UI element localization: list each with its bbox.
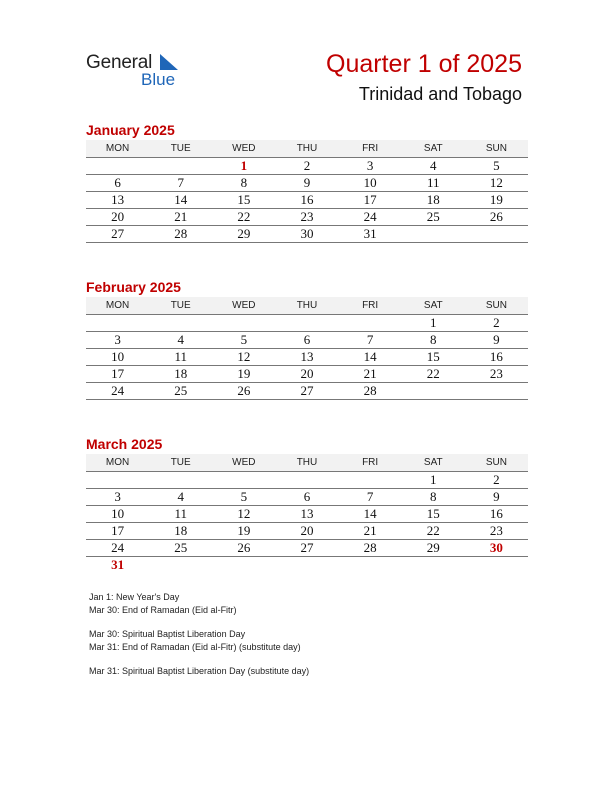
weekday-header: SAT xyxy=(402,297,465,315)
day-cell: 29 xyxy=(212,226,275,243)
day-cell: 12 xyxy=(212,349,275,366)
day-cell: 7 xyxy=(149,175,212,192)
week-row xyxy=(86,226,528,243)
day-cell: 12 xyxy=(212,506,275,523)
day-cell: 29 xyxy=(402,540,465,557)
empty-day-cell xyxy=(86,315,149,332)
day-cell: 1 xyxy=(402,315,465,332)
empty-day-cell xyxy=(402,226,465,243)
day-cell: 3 xyxy=(339,158,402,175)
week-row xyxy=(86,472,528,489)
day-cell: 20 xyxy=(275,523,338,540)
week-row xyxy=(86,315,528,332)
day-cell: 7 xyxy=(339,332,402,349)
empty-day-cell xyxy=(149,158,212,175)
day-cell: 18 xyxy=(149,366,212,383)
empty-day-cell xyxy=(212,557,275,574)
day-cell: 6 xyxy=(275,332,338,349)
day-cell: 21 xyxy=(149,209,212,226)
empty-day-cell xyxy=(275,315,338,332)
day-cell: 17 xyxy=(86,523,149,540)
empty-day-cell xyxy=(465,557,528,574)
day-cell: 13 xyxy=(86,192,149,209)
calendar-grid xyxy=(86,140,528,243)
logo xyxy=(86,52,196,92)
weekday-header: WED xyxy=(212,140,275,158)
day-cell: 10 xyxy=(339,175,402,192)
day-cell: 15 xyxy=(402,349,465,366)
note-group xyxy=(89,591,309,617)
week-row xyxy=(86,383,528,400)
empty-day-cell xyxy=(339,472,402,489)
weekday-header: MON xyxy=(86,454,149,472)
month-march xyxy=(86,436,528,573)
day-cell: 22 xyxy=(402,523,465,540)
country-name: Trinidad and Tobago xyxy=(358,84,522,104)
day-cell: 26 xyxy=(465,209,528,226)
week-row xyxy=(86,489,528,506)
day-cell: 27 xyxy=(86,226,149,243)
empty-day-cell xyxy=(86,158,149,175)
day-cell: 22 xyxy=(212,209,275,226)
weekday-header: TUE xyxy=(149,454,212,472)
weekday-header: SUN xyxy=(465,140,528,158)
weekday-header: FRI xyxy=(339,140,402,158)
day-cell: 25 xyxy=(402,209,465,226)
day-cell: 8 xyxy=(402,489,465,506)
week-row xyxy=(86,366,528,383)
month-title: March 2025 xyxy=(86,436,163,452)
day-cell: 22 xyxy=(402,366,465,383)
empty-day-cell xyxy=(402,557,465,574)
week-row xyxy=(86,158,528,175)
weekday-header: WED xyxy=(212,297,275,315)
week-row xyxy=(86,175,528,192)
page-title: Quarter 1 of 2025 xyxy=(326,50,522,78)
day-cell: 16 xyxy=(465,506,528,523)
day-cell: 25 xyxy=(149,540,212,557)
day-cell: 21 xyxy=(339,523,402,540)
weekday-header: MON xyxy=(86,140,149,158)
weekday-header: SAT xyxy=(402,140,465,158)
day-cell: 27 xyxy=(275,383,338,400)
day-cell: 5 xyxy=(465,158,528,175)
day-cell: 2 xyxy=(275,158,338,175)
day-cell: 17 xyxy=(86,366,149,383)
empty-day-cell xyxy=(339,557,402,574)
day-cell: 28 xyxy=(339,383,402,400)
day-cell: 26 xyxy=(212,540,275,557)
weekday-header: THU xyxy=(275,140,338,158)
day-cell: 17 xyxy=(339,192,402,209)
empty-day-cell xyxy=(275,557,338,574)
day-cell: 9 xyxy=(465,489,528,506)
empty-day-cell xyxy=(275,472,338,489)
empty-day-cell xyxy=(402,383,465,400)
logo-general-text: General xyxy=(86,52,153,73)
day-cell: 5 xyxy=(212,332,275,349)
day-cell: 14 xyxy=(149,192,212,209)
empty-day-cell xyxy=(212,315,275,332)
day-cell: 13 xyxy=(275,506,338,523)
weekday-header: THU xyxy=(275,297,338,315)
weekday-header: MON xyxy=(86,297,149,315)
weekday-header: SUN xyxy=(465,454,528,472)
weekday-header: FRI xyxy=(339,297,402,315)
weekday-header: WED xyxy=(212,454,275,472)
day-cell: 8 xyxy=(212,175,275,192)
day-cell: 24 xyxy=(86,540,149,557)
logo-blue-text: Blue xyxy=(141,70,176,89)
day-cell: 25 xyxy=(149,383,212,400)
day-cell: 2 xyxy=(465,472,528,489)
day-cell: 18 xyxy=(149,523,212,540)
empty-day-cell xyxy=(339,315,402,332)
day-cell: 24 xyxy=(86,383,149,400)
day-cell: 18 xyxy=(402,192,465,209)
month-january xyxy=(86,122,528,243)
holiday-note: Jan 1: New Year's Day xyxy=(89,592,180,602)
day-cell: 16 xyxy=(465,349,528,366)
empty-day-cell xyxy=(149,472,212,489)
day-cell: 24 xyxy=(339,209,402,226)
note-group xyxy=(89,628,309,654)
day-cell: 20 xyxy=(86,209,149,226)
day-cell: 3 xyxy=(86,332,149,349)
empty-day-cell xyxy=(86,472,149,489)
day-cell: 14 xyxy=(339,349,402,366)
day-cell: 4 xyxy=(402,158,465,175)
day-cell: 26 xyxy=(212,383,275,400)
holiday-notes xyxy=(89,591,309,689)
month-february xyxy=(86,279,528,400)
weekday-header: SUN xyxy=(465,297,528,315)
day-cell: 30 xyxy=(465,540,528,557)
month-title: January 2025 xyxy=(86,122,175,138)
weekday-header: TUE xyxy=(149,140,212,158)
calendar-grid xyxy=(86,297,528,400)
week-row xyxy=(86,540,528,557)
day-cell: 1 xyxy=(402,472,465,489)
empty-day-cell xyxy=(465,383,528,400)
day-cell: 19 xyxy=(465,192,528,209)
day-cell: 31 xyxy=(111,557,125,572)
empty-day-cell xyxy=(149,557,212,574)
day-cell: 11 xyxy=(402,175,465,192)
day-cell: 2 xyxy=(465,315,528,332)
weekday-header: SAT xyxy=(402,454,465,472)
week-row xyxy=(86,523,528,540)
empty-day-cell xyxy=(212,472,275,489)
day-cell: 23 xyxy=(465,523,528,540)
day-cell: 8 xyxy=(402,332,465,349)
day-cell: 20 xyxy=(275,366,338,383)
week-row xyxy=(86,332,528,349)
week-row xyxy=(86,349,528,366)
day-cell: 19 xyxy=(212,523,275,540)
day-cell: 6 xyxy=(275,489,338,506)
weekday-header: TUE xyxy=(149,297,212,315)
day-cell: 28 xyxy=(339,540,402,557)
week-row xyxy=(86,209,528,226)
day-cell: 9 xyxy=(275,175,338,192)
day-cell: 3 xyxy=(86,489,149,506)
holiday-note: Mar 30: Spiritual Baptist Liberation Day xyxy=(89,629,246,639)
day-cell: 4 xyxy=(149,332,212,349)
empty-day-cell xyxy=(149,315,212,332)
day-cell: 10 xyxy=(86,349,149,366)
day-cell: 11 xyxy=(149,506,212,523)
day-cell: 27 xyxy=(275,540,338,557)
day-cell: 5 xyxy=(212,489,275,506)
holiday-note: Mar 31: End of Ramadan (Eid al-Fitr) (substitute day) xyxy=(89,642,301,652)
day-cell: 21 xyxy=(339,366,402,383)
day-cell: 28 xyxy=(149,226,212,243)
calendar-grid xyxy=(86,454,528,573)
week-row xyxy=(86,557,528,574)
note-group xyxy=(89,665,309,678)
day-cell: 10 xyxy=(86,506,149,523)
day-cell: 15 xyxy=(402,506,465,523)
day-cell: 11 xyxy=(149,349,212,366)
day-cell: 16 xyxy=(275,192,338,209)
day-cell: 19 xyxy=(212,366,275,383)
week-row xyxy=(86,192,528,209)
week-row xyxy=(86,506,528,523)
day-cell: 4 xyxy=(149,489,212,506)
day-cell: 13 xyxy=(275,349,338,366)
day-cell: 12 xyxy=(465,175,528,192)
day-cell: 9 xyxy=(465,332,528,349)
day-cell: 7 xyxy=(339,489,402,506)
month-title: February 2025 xyxy=(86,279,181,295)
day-cell: 31 xyxy=(339,226,402,243)
weekday-header: FRI xyxy=(339,454,402,472)
day-cell: 15 xyxy=(212,192,275,209)
holiday-note: Mar 31: Spiritual Baptist Liberation Day (substitute day) xyxy=(89,666,310,676)
day-cell: 6 xyxy=(86,175,149,192)
day-cell: 30 xyxy=(275,226,338,243)
holiday-note: Mar 30: End of Ramadan (Eid al-Fitr) xyxy=(89,605,237,615)
day-cell: 14 xyxy=(339,506,402,523)
day-cell: 23 xyxy=(465,366,528,383)
day-cell: 23 xyxy=(275,209,338,226)
day-cell: 1 xyxy=(212,158,275,175)
empty-day-cell xyxy=(465,226,528,243)
weekday-header: THU xyxy=(275,454,338,472)
